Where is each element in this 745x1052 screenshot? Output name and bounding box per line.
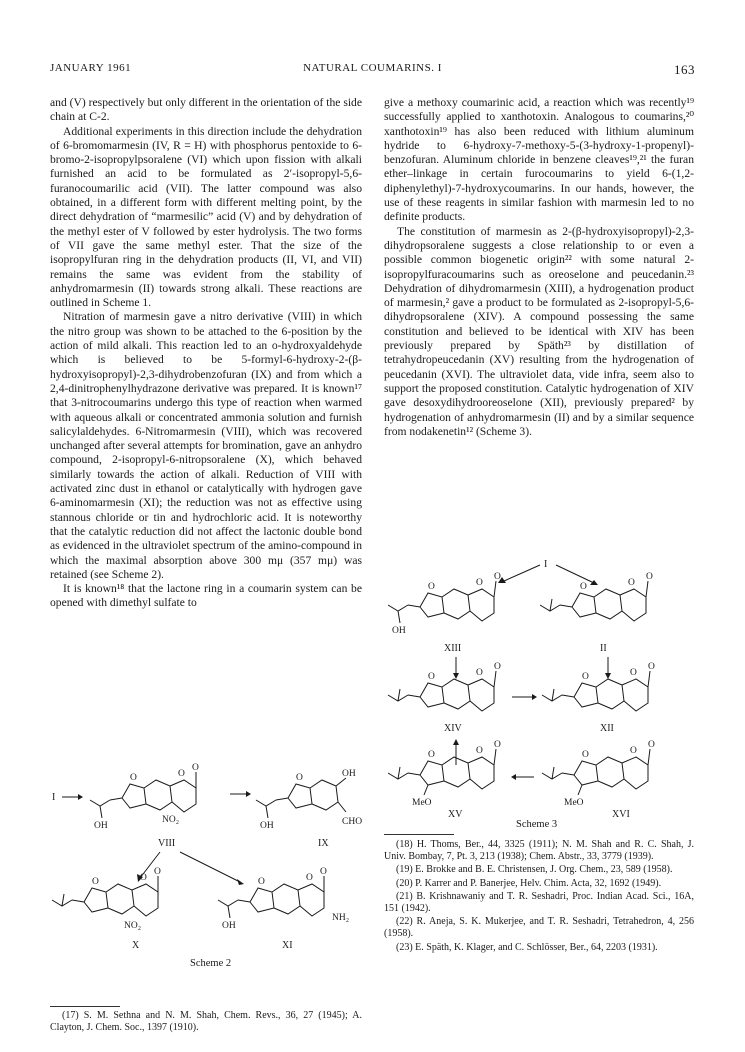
label-XII: XII <box>600 723 614 734</box>
atom-O: O <box>476 578 483 588</box>
header-date: JANUARY 1961 <box>50 62 132 74</box>
arrow-head <box>237 879 244 885</box>
atom-OH: OH <box>222 921 236 931</box>
atom-O: O <box>580 582 587 592</box>
atom-O: O <box>648 662 655 672</box>
atom-OH: OH <box>392 626 406 636</box>
right-column <box>384 96 694 439</box>
left-column <box>50 96 362 611</box>
atom-O: O <box>306 873 313 883</box>
label-XIII: XIII <box>444 643 462 654</box>
paragraph: Additional experiments in this direction include the dehydration of 6-bromomarmesin (IV, R = H) with phosphorus pentoxide to 6-bromo-2-isopropylpsoralene (VI) which upon fission with alkali furnished an acid to be formulated as 2′-isopropyl-5,6-furanocoumarilic acid (VII). The latter compound was also obtained, in a different form with different melting point, by the direct dehydration of “marmesilic” acid (V) and by dehydration of the methyl ester of V followed by ester hydrolysis. The two forms of VII gave the same methyl ester. That the size of the isopropylfuran ring in the dehydration products (II, VI, and VII) remains the same was evident from the stability of anhydromarmesin (II) towards strong alkali. These reactions are outlined in Scheme 1. <box>50 124 362 310</box>
scheme-2-figure <box>50 760 362 1005</box>
atom-O: O <box>648 740 655 750</box>
footnote: (23) E. Späth, K. Klager, and C. Schlösser, Ber., 64, 2203 (1931). <box>396 941 658 953</box>
arrow-head <box>511 774 516 780</box>
atom-O: O <box>582 672 589 682</box>
paragraph: Nitration of marmesin gave a nitro derivative (VIII) in which the nitro group was shown to be attached to the 6-position by the action of mild alkali. This reaction led to an o-hydroxyaldehyde which is believed to be 5-formyl-6-hydroxy-2-(β-hydroxyisopropyl)-2,3-dihydrobenzofuran (IX) and from which a 2,4-dinitrophenylhydrazone derivative was prepared. It is known¹⁷ that 3-nitrocoumarins undergo this type of reaction when warmed with aqueous alkali or concentrated ammonia solution and furnish salicylaldehydes. 6-Nitromarmesin (VIII), which was recovered unchanged after several attempts for bromination, gave an anhydro compound, 2-isopropyl-6-nitropsoralene (X), which behaved similarly towards the action of alkali. Reduction of VIII with activated zinc dust in ethanol or catalytically with hydrogen gave 6-aminomarmesin (XI); the reduction was not as effective using stannous chloride or tin and hydrochloric acid. It is noteworthy that the catalytic reduction did not affect the lactonic double bond as evidenced in the ultraviolet spectrum of the amino-compound in which the maximal absorption above 300 mμ (357 mμ) was retained (see Scheme 2). <box>50 310 362 581</box>
footnote: (20) P. Karrer and P. Banerjee, Helv. Chim. Acta, 32, 1692 (1949). <box>396 877 662 889</box>
atom-O: O <box>428 582 435 592</box>
footnotes-right <box>384 839 694 955</box>
atom-O: O <box>192 763 199 773</box>
scheme-2-drawing <box>50 760 362 1005</box>
label-VIII: VIII <box>158 838 176 849</box>
atom-O: O <box>428 672 435 682</box>
paragraph: It is known¹⁸ that the lactone ring in a coumarin system can be opened with dimethyl sulfate to <box>50 582 362 610</box>
scheme-2-caption: Scheme 2 <box>190 958 232 969</box>
footnote: (22) R. Aneja, S. K. Mukerjee, and T. R. Seshadri, Tetrahedron, 4, 256 (1958). <box>384 916 694 940</box>
footnote-rule <box>384 834 454 835</box>
atom-O: O <box>130 773 137 783</box>
label-IX: IX <box>318 838 329 849</box>
atom-NH2: NH₂ <box>332 913 350 923</box>
arrow-head <box>532 694 537 700</box>
atom-O: O <box>476 746 483 756</box>
label-XI: XI <box>282 940 293 951</box>
footnote: (19) E. Brokke and B. E. Christensen, J. Org. Chem., 23, 589 (1958). <box>396 864 673 876</box>
atom-O: O <box>428 750 435 760</box>
atom-O: O <box>494 572 501 582</box>
atom-MeO: MeO <box>564 798 584 808</box>
atom-O: O <box>630 746 637 756</box>
scheme-3-caption: Scheme 3 <box>516 819 558 830</box>
atom-O: O <box>178 769 185 779</box>
paragraph: and (V) respectively but only different in the orientation of the side chain at C-2. <box>50 96 362 124</box>
atom-O: O <box>296 773 303 783</box>
label-X: X <box>132 940 140 951</box>
label-I: I <box>52 792 56 803</box>
arrow-head <box>453 739 459 745</box>
arrow-head <box>590 580 598 585</box>
atom-OH: OH <box>342 769 356 779</box>
reaction-arrow <box>180 852 240 882</box>
arrow-head <box>78 794 83 800</box>
atom-O: O <box>646 572 653 582</box>
label-XVI: XVI <box>612 809 630 820</box>
reaction-arrow <box>556 565 594 583</box>
arrow-head <box>605 673 611 679</box>
footnotes-left <box>50 1010 362 1035</box>
atom-O: O <box>92 877 99 887</box>
arrow-head <box>246 791 251 797</box>
arrow-head <box>453 673 459 679</box>
footnote: (17) S. M. Sethna and N. M. Shah, Chem. Revs., 36, 27 (1945); A. Clayton, J. Chem. Soc., 1397 (1910). <box>50 1010 362 1034</box>
atom-NO2: NO₂ <box>162 815 180 825</box>
page-number: 163 <box>674 62 695 77</box>
atom-O: O <box>320 867 327 877</box>
reaction-arrow <box>504 565 540 581</box>
label-XIV: XIV <box>444 723 462 734</box>
atom-O: O <box>258 877 265 887</box>
atom-NO2: NO₂ <box>124 921 142 931</box>
atom-CHO: CHO <box>342 817 362 827</box>
atom-O: O <box>628 578 635 588</box>
paragraph: give a methoxy coumarinic acid, a reaction which was recently¹⁹ successfully applied to xanthotoxin. Analogous to coumarins,²⁰ xanthotoxin¹⁹ has also been reduced with lithium aluminum hydride to 6-hydroxy-7-methoxy-5-(3-hydroxy-1-propenyl)-benzofuran. Aluminum chloride in benzene cleaves¹⁹,²¹ the furan ether–linkage in certain furocoumarins to yield 6-(1,2-diphenylethyl)-7-hydroxycoumarins. In our hands, however, the use of these reagents in similar fashion with marmesin led to no definite products. <box>384 96 694 224</box>
header-title: NATURAL COUMARINS. I <box>303 62 442 74</box>
atom-O: O <box>494 662 501 672</box>
atom-MeO: MeO <box>412 798 432 808</box>
molecule-IX <box>256 778 346 818</box>
footnote: (18) H. Thoms, Ber., 44, 3325 (1911); N. M. Shah and R. C. Shah, J. Univ. Bombay, 7, Pt. 3, 213 (1938); Chem. Abstr., 33, 3779 (1939). <box>384 839 694 863</box>
scheme-3-drawing <box>384 555 694 830</box>
paragraph: The constitution of marmesin as 2-(β-hydroxyisopropyl)-2,3-dihydropsoralene suggests a close relationship to or even a possible common biogenetic origin²² with some natural 2-isopropylfuracoumarins such as oreoselone and peucedanin.²³ Dehydration of dihydromarmesin (XIII), a hydrogenation product of marmesin,² gave a product to be formulated as 2-isopropyl-5,6-dihydropsoralene (XIV). A compound possessing the same constitution and believed to be identical with XIV has been previously prepared by Späth²³ by distillation of tetrahydropeucedanin (XV) resulting from the hydrogenation of peucedanin (XVI). The ultraviolet data, vide infra, seem also to support the proposed constitution. Catalytic hydrogenation of XIV gave desoxydihydrooreoselone (XII), previously prepared² by hydrogenation of anhydromarmesin (II) and by a similar sequence from nodakenetin¹² (Scheme 3). <box>384 224 694 438</box>
footnote: (21) B. Krishnawaniy and T. R. Seshadri, Proc. Indian Acad. Sci., 16A, 151 (1942). <box>384 890 694 915</box>
atom-O: O <box>494 740 501 750</box>
atom-O: O <box>476 668 483 678</box>
atom-O: O <box>154 867 161 877</box>
atom-O: O <box>582 750 589 760</box>
label-XV: XV <box>448 809 463 820</box>
atom-O: O <box>140 873 147 883</box>
label-II: II <box>600 643 607 654</box>
scheme-3-figure <box>384 555 694 830</box>
atom-OH: OH <box>260 821 274 831</box>
running-header <box>50 62 695 78</box>
atom-OH: OH <box>94 821 108 831</box>
atom-O: O <box>630 668 637 678</box>
footnote-rule <box>50 1006 120 1007</box>
label-I: I <box>544 559 548 570</box>
